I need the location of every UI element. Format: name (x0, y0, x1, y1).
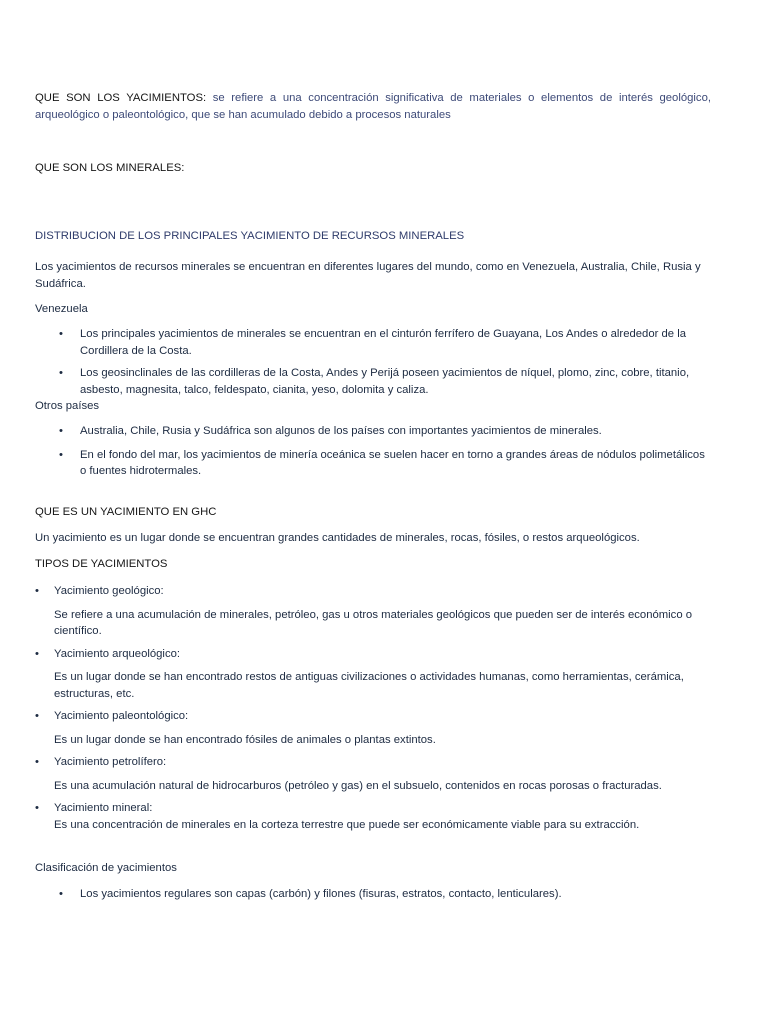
tipo-desc: Es un lugar donde se han encontrado fósiles de animales o plantas extintos. (54, 733, 436, 746)
intro-label: QUE SON LOS YACIMIENTOS: (35, 92, 207, 104)
list-item: • Australia, Chile, Rusia y Sudáfrica son algunos de los países con importantes yacimientos de minerales. (35, 423, 711, 440)
distribucion-paragraph: Los yacimientos de recursos minerales se encuentran en diferentes lugares del mundo, como en Venezuela, Australia, Chile, Rusia y Sudáfrica. (35, 261, 701, 290)
intro-text: se refiere a una concentración significativa de materiales o elementos de interés geológico, arqueológico o paleontológico, que se han acumulado debido a procesos naturales (35, 92, 711, 121)
tipo-desc: Es un lugar donde se han encontrado restos de antiguas civilizaciones o actividades humanas, como herramientas, cerámica, estructuras, etc. (54, 671, 684, 700)
minerales-heading: QUE SON LOS MINERALES: (35, 162, 185, 174)
tipo-title: • Yacimiento paleontológico: (54, 710, 189, 722)
list-item: • Los yacimientos regulares son capas (carbón) y filones (fisuras, estratos, contacto, lenticulares). (35, 886, 711, 903)
tipo-desc: Es una concentración de minerales en la corteza terrestre que puede ser económicamente viable para su extracción. (54, 818, 640, 831)
intro-paragraph (35, 90, 711, 123)
venezuela-label: Venezuela (35, 303, 88, 315)
tipo-desc: Es una acumulación natural de hidrocarburos (petróleo y gas) en el subsuelo, contenidos en rocas porosas o fracturadas. (54, 779, 662, 792)
list-item: • Los geosinclinales de las cordilleras de la Costa, Andes y Perijá poseen yacimientos de níquel, plomo, zinc, cobre, titanio, asbesto, magnesita, talco, feldespato, cianita, yeso, dolomita y caliza. (35, 365, 711, 398)
ghc-text: Un yacimiento es un lugar donde se encuentran grandes cantidades de minerales, rocas, fósiles, o restos arqueológicos. (35, 532, 640, 544)
tipo-title: • Yacimiento arqueológico: (54, 647, 181, 660)
list-item (35, 583, 711, 640)
list-item (35, 754, 711, 794)
clasificacion-heading: Clasificación de yacimientos (35, 862, 177, 874)
ghc-heading: QUE ES UN YACIMIENTO EN GHC (35, 506, 217, 518)
otros-list (35, 423, 711, 480)
tipo-title: • Yacimiento petrolífero: (54, 756, 167, 768)
list-item (35, 708, 711, 748)
list-item: • Los principales yacimientos de minerales se encuentran en el cinturón ferrífero de Guayana, Los Andes o alrededor de la Cordillera de la Costa. (35, 326, 711, 359)
list-item (35, 800, 711, 833)
list-item: • En el fondo del mar, los yacimientos de minería oceánica se suelen hacer en torno a grandes áreas de nódulos polimetálicos o fuentes hidrotermales. (35, 447, 711, 480)
tipo-title: • Yacimiento mineral: (54, 802, 153, 814)
clasificacion-list (35, 886, 711, 903)
distribucion-heading: DISTRIBUCION DE LOS PRINCIPALES YACIMIENTO DE RECURSOS MINERALES (35, 230, 465, 242)
venezuela-list (35, 326, 711, 398)
tipo-title: • Yacimiento geológico: (54, 585, 164, 597)
tipos-heading: TIPOS DE YACIMIENTOS (35, 558, 168, 570)
otros-label: Otros países (35, 400, 100, 412)
tipos-list (35, 583, 711, 833)
list-item (35, 646, 711, 703)
tipo-desc: Se refiere a una acumulación de minerales, petróleo, gas u otros materiales geológicos que pueden ser de interés económico o científico. (54, 608, 693, 637)
